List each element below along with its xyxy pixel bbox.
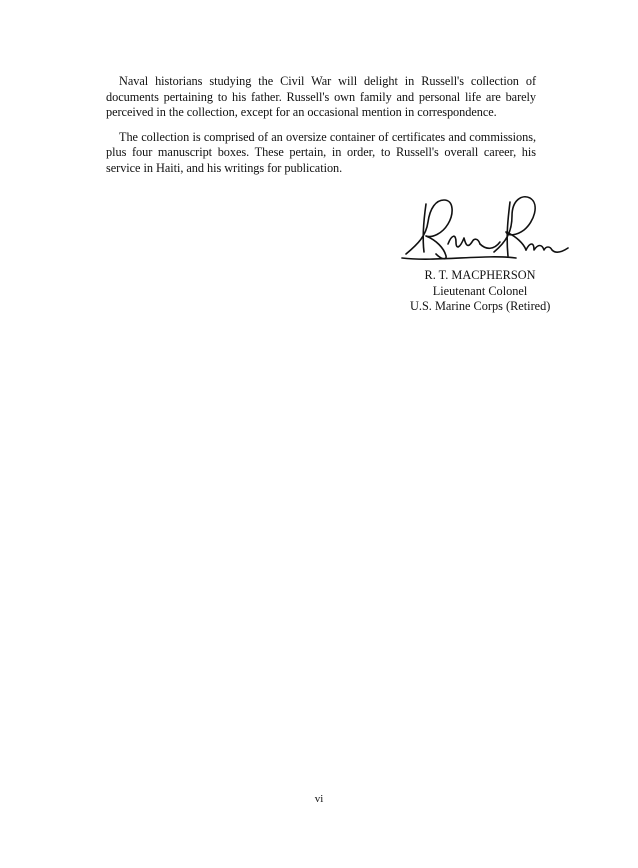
paragraph-2: The collection is comprised of an oversize container of certificates and commissions, plus four manuscript boxes. These pertain, in order, to Russell's overall career, his service in Haiti, and his writings for publication.: [106, 129, 536, 175]
handwritten-signature: [396, 192, 574, 268]
signer-rank: Lieutenant Colonel: [432, 283, 528, 298]
signer-service: U.S. Marine Corps (Retired): [410, 299, 551, 313]
body-text: [106, 74, 536, 185]
signature-block: [410, 268, 550, 315]
signer-name: R. T. MACPHERSON: [424, 268, 536, 282]
paragraph-1: Naval historians studying the Civil War will delight in Russell's collection of documents pertaining to his father. Russell's own family and personal life are barely perceived in the collection, except for an occasional mention in correspondence.: [106, 74, 536, 119]
page-number: vi: [314, 793, 324, 805]
